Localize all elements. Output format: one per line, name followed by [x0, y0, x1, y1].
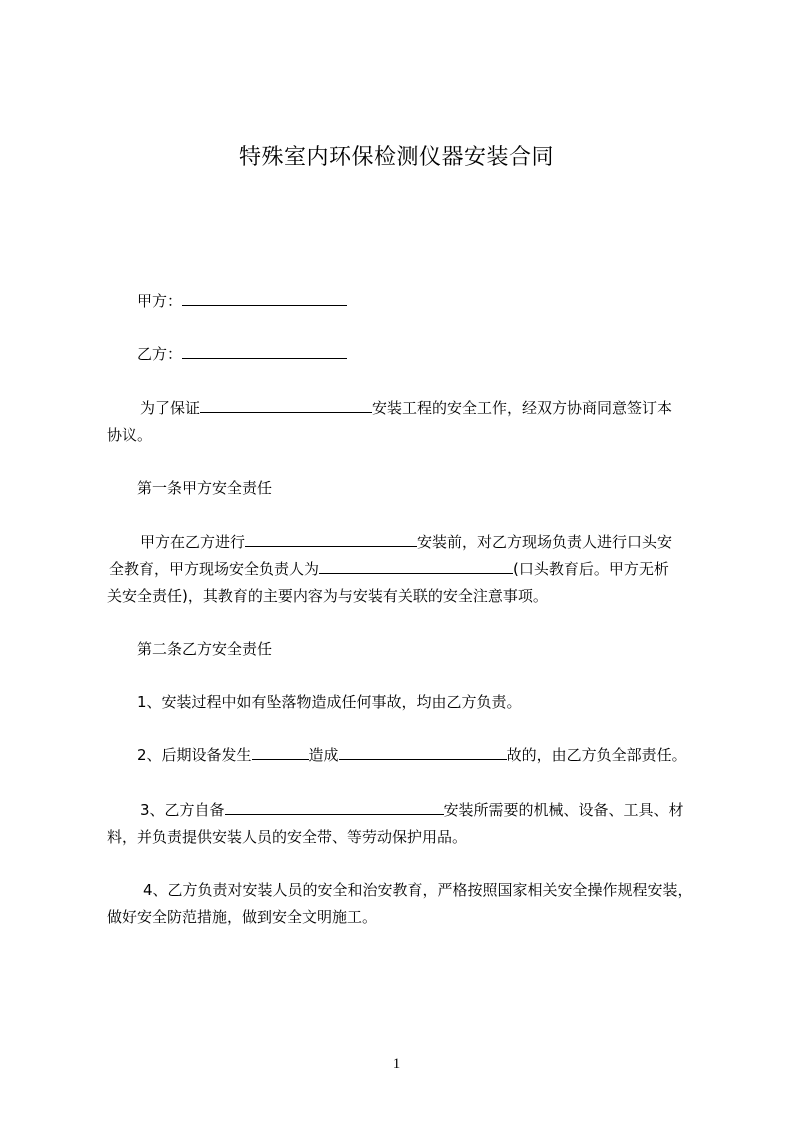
intro-suffix: 安装工程的安全工作，经双方协商同意签订本 — [372, 399, 673, 417]
project-blank — [200, 398, 372, 413]
article2-item-4-line-1: 4、乙方负责对安装人员的安全和治安教育，严格按照国家相关安全操作规程安装， — [143, 881, 693, 899]
article1-line-2 — [109, 559, 669, 579]
item2-middle: 造成 — [308, 746, 339, 764]
article1-line-1 — [140, 532, 672, 552]
party-a-label: 甲方： — [137, 292, 183, 310]
safety-officer-blank — [319, 559, 513, 574]
party-b-line — [137, 344, 347, 364]
party-b-label: 乙方： — [137, 345, 183, 363]
party-a-line — [137, 291, 347, 311]
article2-item-1: 1、安装过程中如有坠落物造成任何事故，均由乙方负责。 — [137, 693, 522, 711]
article1-p1-prefix: 甲方在乙方进行 — [140, 533, 246, 551]
item3-prefix: 3、乙方自备 — [140, 801, 225, 819]
item2-suffix: 故的，由乙方负全部责任。 — [506, 746, 687, 764]
article2-item-3-line-2: 料，并负责提供安装人员的安全带、等劳动保护用品。 — [107, 828, 468, 846]
page-number: 1 — [392, 1056, 401, 1072]
article2-item-2 — [137, 745, 687, 765]
item2-prefix: 2、后期设备发生 — [137, 746, 252, 764]
article2-heading: 第二条乙方安全责任 — [137, 640, 273, 658]
item2-blank-1 — [252, 745, 309, 760]
article2-item-4-line-2: 做好安全防范措施，做到安全文明施工。 — [107, 908, 378, 926]
article1-blank-1 — [245, 532, 417, 547]
article1-p1-suffix: 安装前，对乙方现场负责人进行口头安 — [417, 533, 673, 551]
item2-blank-2 — [339, 745, 507, 760]
article2-item-3-line-1 — [140, 800, 684, 820]
intro-line-1 — [140, 398, 672, 418]
article1-p2-suffix: (口头教育后。甲方无析 — [513, 560, 669, 578]
article1-p2-prefix: 全教育，甲方现场安全负责人为 — [109, 560, 320, 578]
party-b-blank — [182, 344, 347, 359]
intro-prefix: 为了保证 — [140, 399, 201, 417]
page-title: 特殊室内环保检测仪器安装合同 — [238, 145, 554, 170]
item3-suffix: 安装所需要的机械、设备、工具、材 — [443, 801, 684, 819]
article1-heading: 第一条甲方安全责任 — [137, 479, 273, 497]
article1-line-3: 关安全责任)，其教育的主要内容为与安装有关联的安全注意事项。 — [107, 587, 548, 605]
intro-line-2: 协议。 — [107, 426, 153, 444]
item3-blank — [225, 800, 444, 815]
party-a-blank — [182, 291, 347, 306]
